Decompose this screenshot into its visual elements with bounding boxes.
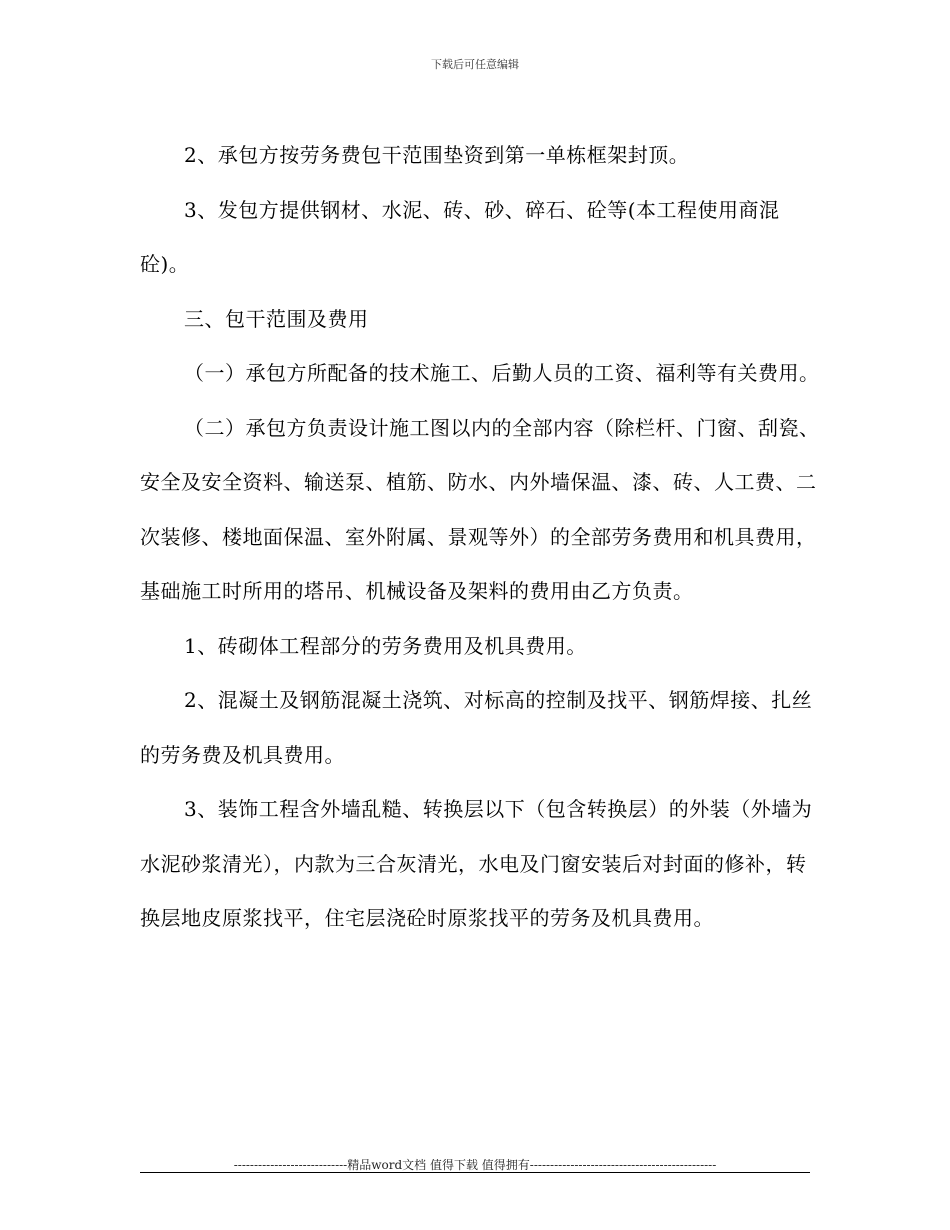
page-footer: ----------------------------精品word文档 值得下载 值得拥有---------------------------------------------- bbox=[233, 1158, 717, 1172]
page-header: 下载后可任意编辑 bbox=[431, 58, 519, 71]
paragraph: 2、混凝土及钢筋混凝土浇筑、对标高的控制及找平、钢筋焊接、扎丝的劳务费及机具费用。 bbox=[140, 688, 813, 767]
paragraph: （二）承包方负责设计施工图以内的全部内容（除栏杆、门窗、刮瓷、安全及安全资料、输送泵、植筋、防水、内外墙保温、漆、砖、人工费、二次装修、楼地面保温、室外附属、景观等外）的全部劳务费用和机具费用，基础施工时所用的塔吊、机械设备及架料的费用由乙方负责。 bbox=[140, 415, 820, 603]
paragraph: （一）承包方所配备的技术施工、后勤人员的工资、福利等有关费用。 bbox=[184, 361, 820, 385]
section-heading: 三、包干范围及费用 bbox=[184, 306, 369, 331]
paragraph: 3、装饰工程含外墙乱糙、转换层以下（包含转换层）的外装（外墙为水泥砂浆清光），内款为三合灰清光，水电及门窗安装后对封面的修补，转换层地皮原浆找平，住宅层浇砼时原浆找平的劳务及机具费用。 bbox=[140, 797, 813, 930]
paragraph: 2、承包方按劳务费包干范围垫资到第一单栋框架封顶。 bbox=[184, 143, 690, 167]
paragraph: 3、发包方提供钢材、水泥、砖、砂、碎石、砼等(本工程使用商混砼)。 bbox=[140, 197, 780, 276]
document-body bbox=[140, 128, 820, 946]
paragraph: 1、砖砌体工程部分的劳务费用及机具费用。 bbox=[184, 633, 587, 658]
footer-divider bbox=[140, 1172, 810, 1173]
